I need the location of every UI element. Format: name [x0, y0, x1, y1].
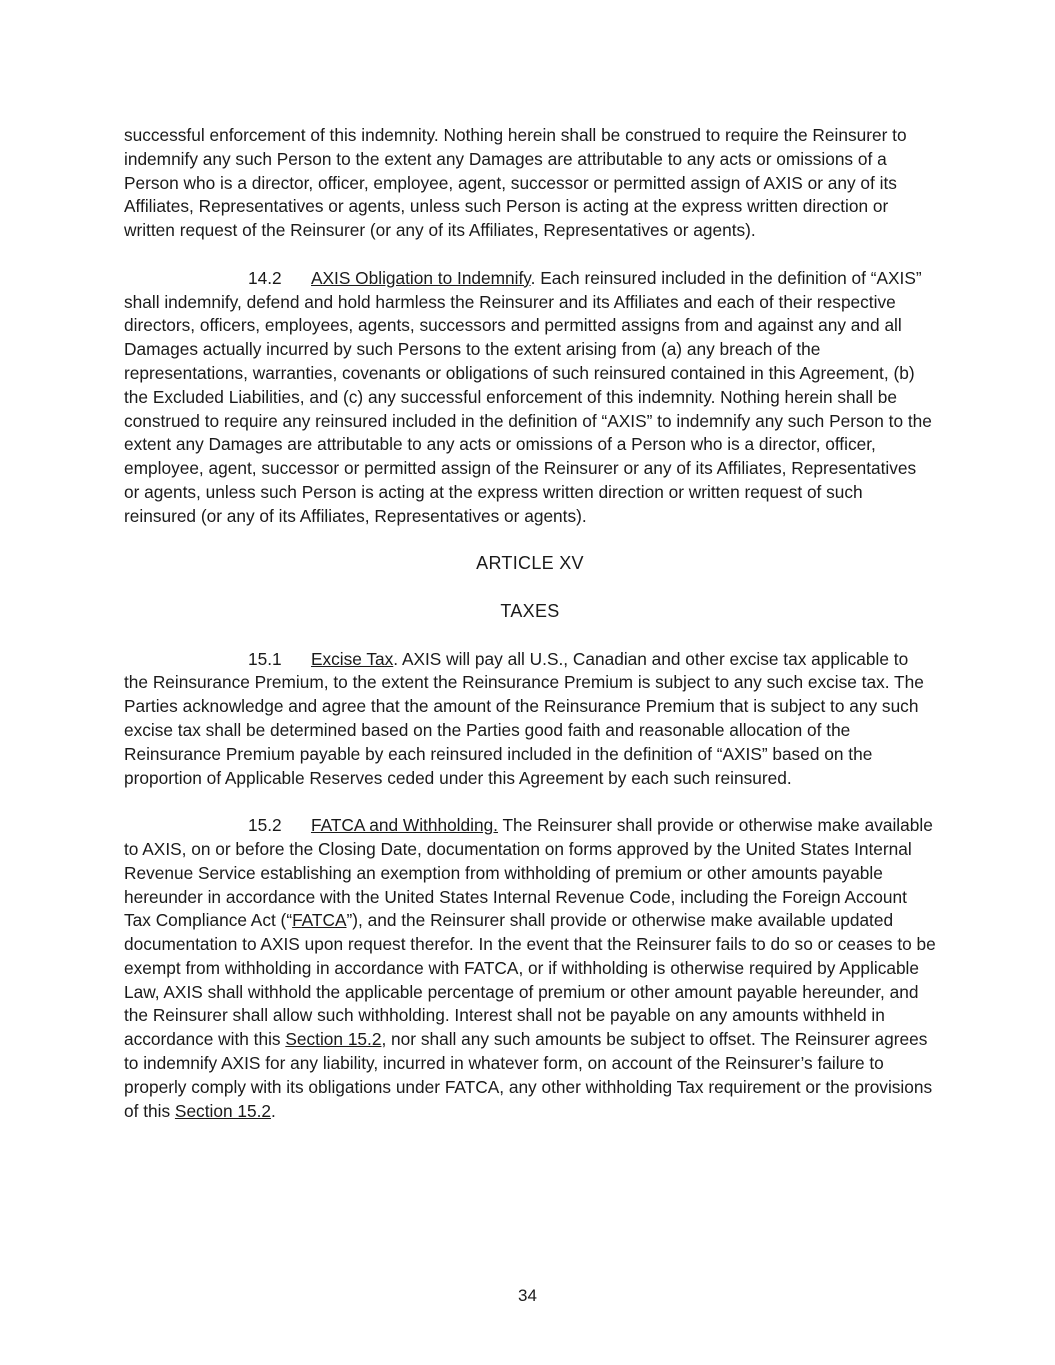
section-15-2-paragraph — [124, 814, 936, 1123]
article-number: ARTICLE XV — [476, 553, 584, 574]
section-15-1-paragraph — [124, 648, 936, 791]
section-15-2-cross-reference: Section 15.2 — [285, 1029, 382, 1050]
article-title: TAXES — [500, 600, 560, 621]
section-14-2-body: Each reinsured included in the definition of “AXIS” shall indemnify, defend and hold harmless the Reinsurer and its Affiliates and each of their respective directors, officers, employees, agents, successors and permitted assigns from and against any and all Damages actually incurred by such Persons to the extent arising from (a) any breach of the representations, warranties, covenants or obligations of such reinsured contained in this Agreement, (b) the Excluded Liabilities, and (c) any successful enforcement of this indemnity. Nothing herein shall be construed to require any reinsured included in the definition of “AXIS” to indemnify any such Person to the extent any Damages are attributable to any acts or omissions of a Person who is a director, officer, employee, agent, successor or permitted assign of the Reinsurer or any of its Affiliates, Representatives or agents, unless such Person is acting at the express written direction or written request of such reinsured (or any of its Affiliates, Representatives or agents). — [124, 267, 932, 526]
section-14-2-title: AXIS Obligation to Indemnify — [311, 267, 531, 288]
page-number: 34 — [518, 1286, 537, 1305]
section-15-2-body-3: , nor shall any such amounts be subject to offset. The Reinsurer agrees to indemnify AXIS for any liability, incurred in whatever form, on account of the Reinsurer’s failure to properly comply with its obligations under FATCA, any other withholding Tax requirement or the provisions of this — [124, 1029, 933, 1121]
spacer — [124, 624, 936, 648]
section-15-2-body-4: . — [271, 1100, 276, 1121]
section-15-2-number: 15.2 — [248, 815, 282, 836]
section-15-2-cross-reference: Section 15.2 — [174, 1100, 271, 1121]
intro-paragraph: successful enforcement of this indemnity. Nothing herein shall be construed to require the Reinsurer to indemnify any such Person to the extent any Damages are attributable to any acts or omissions of a Person who is a director, officer, employee, agent, successor or permitted assign of AXIS or any of its Affiliates, Representatives or agents, unless such Person is acting at the express written direction or written request of the Reinsurer (or any of its Affiliates, Representatives or agents). — [124, 125, 907, 241]
section-15-1-number: 15.1 — [248, 648, 282, 669]
document-page — [124, 124, 936, 1123]
spacer — [124, 790, 936, 814]
spacer — [124, 576, 936, 600]
section-15-2-body-2: ”), and the Reinsurer shall provide or otherwise make available updated documentation to AXIS upon request therefor. In the event that the Reinsurer fails to do so or ceases to be exempt from withholding in accordance with FATCA, or if withholding is otherwise required by Applicable Law, AXIS shall withhold the applicable percentage of premium or other amount payable hereunder, and the Reinsurer shall allow such withholding. Interest shall not be payable on any amounts withheld in accordance with this — [124, 910, 936, 1050]
fatca-defined-term: FATCA — [292, 910, 347, 931]
section-15-2-title: FATCA and Withholding. — [311, 815, 498, 836]
section-14-2-number: 14.2 — [248, 267, 282, 288]
section-14-2-title-suffix: . — [530, 267, 536, 288]
section-15-1-title: Excise Tax — [311, 648, 394, 669]
spacer — [124, 529, 936, 553]
spacer — [124, 243, 936, 267]
section-15-1-title-suffix: . — [393, 648, 399, 669]
section-15-1-body: AXIS will pay all U.S., Canadian and other excise tax applicable to the Reinsurance Premium, to the extent the Reinsurance Premium is subject to any such excise tax. The Parties acknowledge and agree that the amount of the Reinsurance Premium that is subject to any such excise tax shall be determined based on the Parties good faith and reasonable allocation of the Reinsurance Premium payable by each reinsured included in the definition of “AXIS” based on the proportion of Applicable Reserves ceded under this Agreement by each such reinsured. — [124, 648, 924, 788]
section-14-2-paragraph — [124, 267, 936, 529]
section-15-2-body-1: The Reinsurer shall provide or otherwise make available to AXIS, on or before the Closing Date, documentation on forms approved by the United States Internal Revenue Service establishing an exemption from withholding of premium or other amounts payable hereunder in accordance with the United States Internal Revenue Code, including the Foreign Account Tax Compliance Act (“ — [124, 815, 933, 931]
